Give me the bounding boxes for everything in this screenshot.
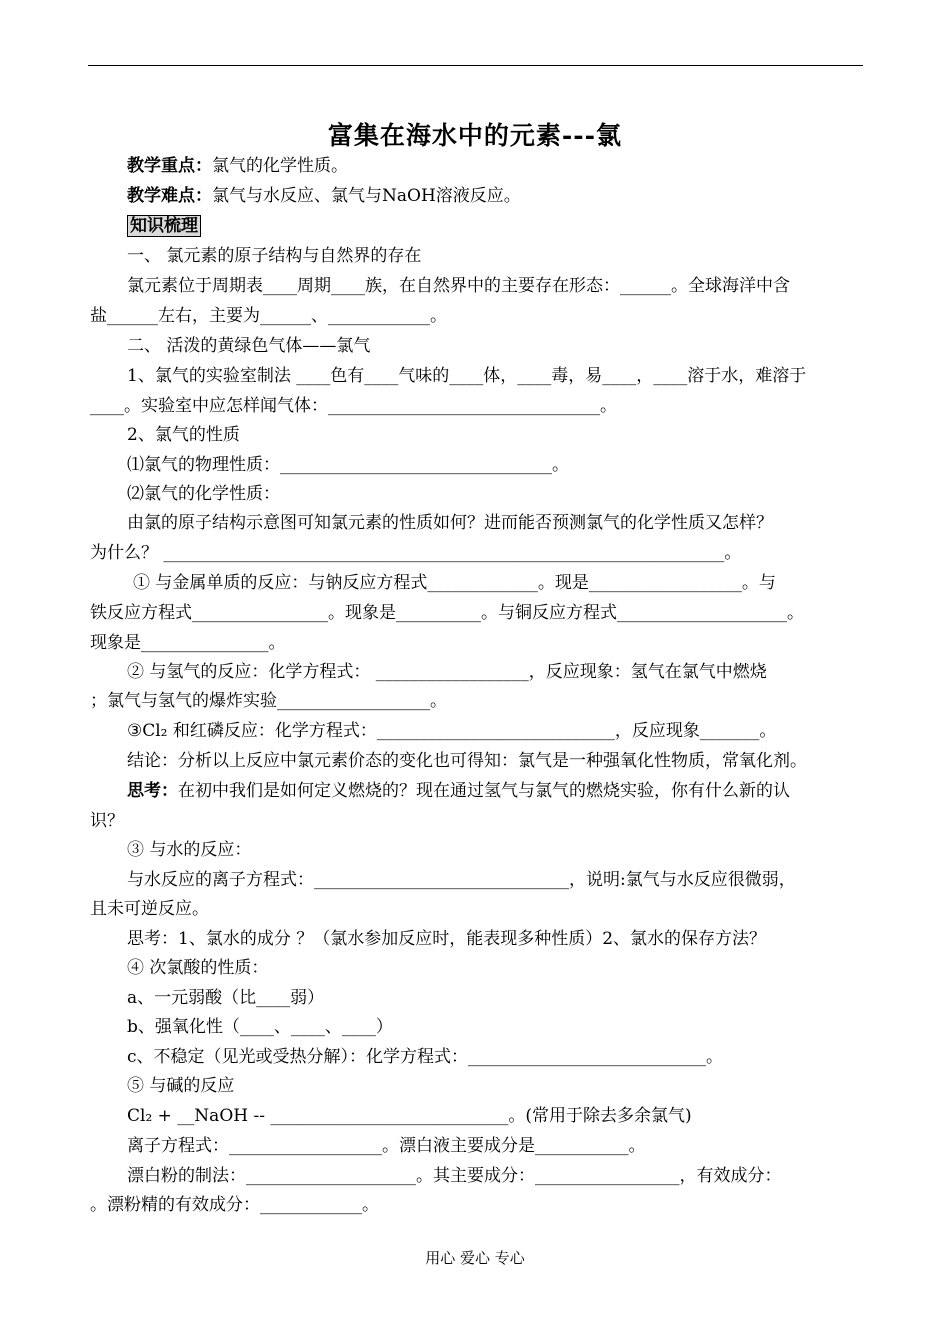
text-line: 离子方程式：__________________。漂白液主要成分是___________。 xyxy=(127,1136,646,1156)
text-line: 二、 活泼的黄绿色气体——氯气 xyxy=(127,336,371,356)
key-point-line xyxy=(127,155,348,177)
text-line: ① 与金属单质的反应：与钠反应方程式_____________。现是__________________。与 xyxy=(133,573,776,593)
text-line: a、一元弱酸（比____弱） xyxy=(127,988,325,1008)
text-line: c、不稳定（见光或受热分解）：化学方程式：____________________________。 xyxy=(127,1047,724,1067)
page-title: 富集在海水中的元素---氯 xyxy=(327,121,623,150)
think-label: 思考： xyxy=(127,781,178,801)
text-line: ；氯气与氢气的爆炸实验__________________。 xyxy=(90,691,447,711)
text-line: 与水反应的离子方程式：______________________________，说明:氯气与水反应很微弱， xyxy=(127,870,796,890)
knowledge-summary-label: 知识梳理 xyxy=(127,215,201,237)
text-line: 识？ xyxy=(90,811,124,831)
text-line: 漂白粉的制法：____________________。其主要成分：_________________，有效成分： xyxy=(127,1166,782,1186)
text-line: Cl₂ + __NaOH -- ____________________________。(常用于除去多余氯气) xyxy=(127,1106,692,1126)
text-line: 且未可逆反应。 xyxy=(90,899,209,919)
text-line: b、强氧化性（____、____、____） xyxy=(127,1017,393,1037)
key-point-text: 氯气的化学性质。 xyxy=(212,156,348,176)
text-line: 思考：1、氯水的成分 ？（氯水参加反应时，能表现多种性质）2、氯水的保存方法？ xyxy=(127,929,767,949)
text-line: ____。实验室中应怎样闻气体：________________________________。 xyxy=(90,396,617,416)
difficulty-text: 氯气与水反应、氯气与NaOH溶液反应。 xyxy=(212,186,521,206)
think-text: 在初中我们是如何定义燃烧的？现在通过氢气与氯气的燃烧实验，你有什么新的认 xyxy=(178,781,790,801)
difficulty-line xyxy=(127,185,521,207)
page-footer: 用心 爱心 专心 xyxy=(425,1249,525,1267)
text-line: 结论：分析以上反应中氯元素价态的变化也可得知：氯气是一种强氧化性物质，常氧化剂。 xyxy=(127,751,807,771)
text-line: ⑴氯气的物理性质：________________________________。 xyxy=(127,455,569,475)
section-heading xyxy=(127,215,201,237)
text-line: ④ 次氯酸的性质： xyxy=(127,958,269,978)
text-line: ② 与氢气的反应：化学方程式： __________________，反应现象：氢气在氯气中燃烧 xyxy=(127,662,767,682)
text-line: ⑵氯气的化学性质： xyxy=(127,484,280,504)
text-line: 铁反应方程式________________。现象是__________。与铜反应方程式____________________。 xyxy=(90,603,804,623)
text-line: ③ 与水的反应： xyxy=(127,840,252,860)
text-line: ⑤ 与碱的反应 xyxy=(127,1076,235,1096)
key-point-label: 教学重点： xyxy=(127,156,212,176)
header-rule xyxy=(88,65,863,66)
text-line: 盐______左右，主要为______、____________。 xyxy=(90,306,447,326)
text-line: 由氯的原子结构示意图可知氯元素的性质如何？进而能否预测氯气的化学性质又怎样？ xyxy=(127,513,773,533)
text-line: 氯元素位于周期表____周期____族，在自然界中的主要存在形态：______。全球海洋中含 xyxy=(127,276,790,296)
text-line: 一、 氯元素的原子结构与自然界的存在 xyxy=(127,246,422,266)
text-line: ③Cl₂ 和红磷反应：化学方程式：____________________________，反应现象_______。 xyxy=(127,721,777,741)
text-line: 。漂粉精的有效成分：____________。 xyxy=(90,1195,379,1215)
text-line: 2、氯气的性质 xyxy=(127,425,240,445)
think-line xyxy=(127,780,790,802)
text-line: 为什么？ __________________________________________________________________。 xyxy=(90,543,742,563)
text-line: 现象是_______________。 xyxy=(90,633,286,653)
difficulty-label: 教学难点： xyxy=(127,186,212,206)
text-line: 1、氯气的实验室制法 ____色有____气味的____体，____毒，易____，____溶于水，难溶于 xyxy=(127,366,807,386)
